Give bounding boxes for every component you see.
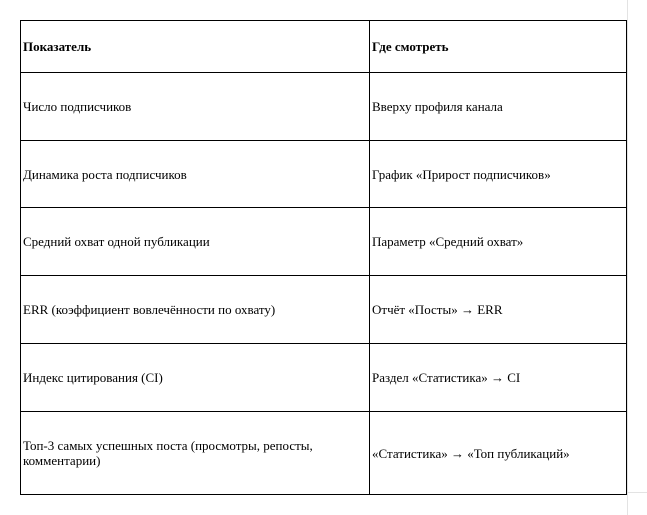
where-cell: Раздел «Статистика» → CI xyxy=(370,344,627,412)
table-row xyxy=(21,412,627,495)
where-cell: График «Прирост подписчиков» xyxy=(370,141,627,208)
metrics-table xyxy=(20,20,627,495)
table-row xyxy=(21,344,627,412)
metric-cell: Средний охват одной публикации xyxy=(21,208,370,276)
table-row xyxy=(21,276,627,344)
metric-cell: Индекс цитирования (CI) xyxy=(21,344,370,412)
metric-cell: Число подписчиков xyxy=(21,73,370,141)
where-cell: Отчёт «Посты» → ERR xyxy=(370,276,627,344)
where-cell: Параметр «Средний охват» xyxy=(370,208,627,276)
where-cell: «Статистика» → «Топ публикаций» xyxy=(370,412,627,495)
table-row xyxy=(21,208,627,276)
page-edge-line xyxy=(627,0,628,515)
table-row xyxy=(21,73,627,141)
table-header-row xyxy=(21,21,627,73)
page-edge-corner xyxy=(627,492,647,493)
header-metric: Показатель xyxy=(21,21,370,73)
header-where: Где смотреть xyxy=(370,21,627,73)
metric-cell: Топ-3 самых успешных поста (просмотры, репосты, комментарии) xyxy=(21,412,370,495)
metric-cell: ERR (коэффициент вовлечённости по охвату) xyxy=(21,276,370,344)
metric-cell: Динамика роста подписчиков xyxy=(21,141,370,208)
table-row xyxy=(21,141,627,208)
where-cell: Вверху профиля канала xyxy=(370,73,627,141)
